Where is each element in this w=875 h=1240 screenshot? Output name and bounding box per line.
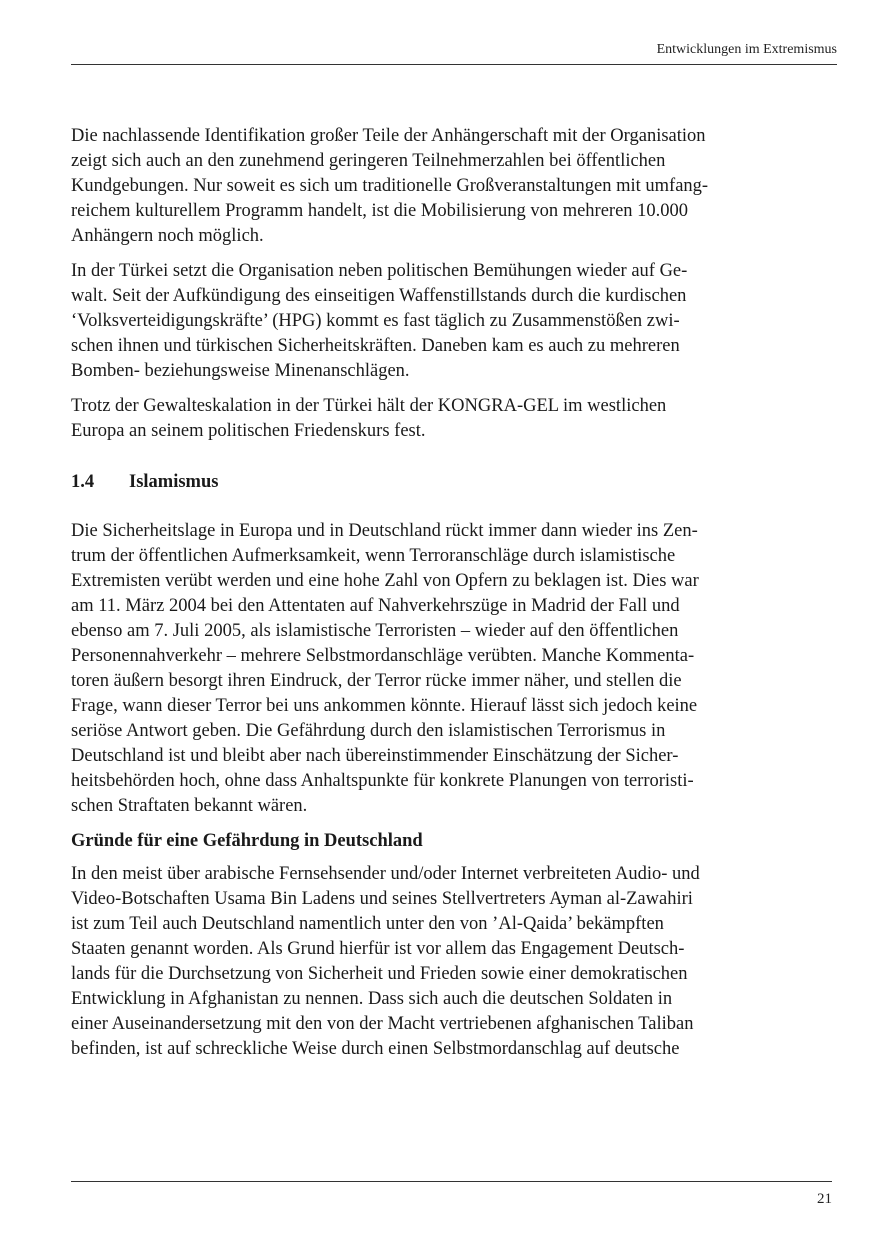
paragraph-intro-3: Trotz der Gewalteskalation in der Türkei hält der KONGRA-GEL im westlichen Europa an seinem politischen Friedenskurs fest. [71,396,667,441]
subsection-heading: Gründe für eine Gefährdung in Deutschland [71,831,423,851]
section-title: Islamismus [129,472,219,492]
section-heading [71,470,837,495]
paragraph-intro-1: Die nachlassende Identifikation großer Teile der Anhängerschaft mit der Organisation zeigt sich auch an den zunehmend geringeren Teilnehmerzahlen bei öffentlichen Kundgebungen. Nur soweit es sich um traditionelle Großveranstaltungen mit umfang- reichem kulturellem Programm handelt, ist die Mobilisierung von mehreren 10.000 Anhängern noch möglich. [71,126,709,246]
running-header-title: Entwicklungen im Extremismus [656,42,837,57]
page-footer [71,1181,832,1207]
page-content [71,124,837,1072]
section-paragraph: Die Sicherheitslage in Europa und in Deutschland rückt immer dann wieder ins Zen- trum der öffentlichen Aufmerksamkeit, wenn Terroranschläge durch islamistische Extremisten verübt werden und eine hohe Zahl von Opfern zu beklagen ist. Dies war am 11. März 2004 bei den Attentaten auf Nahverkehrszüge in Madrid der Fall und ebenso am 7. Juli 2005, als islamistische Terroristen – wieder auf den öffentlichen Personennahverkehr – mehrere Selbstmordanschläge verübten. Manche Kommenta- toren äußern besorgt ihren Eindruck, der Terror rücke immer näher, und stellen die Frage, wann dieser Terror bei uns ankommen könnte. Hierauf lässt sich jedoch keine seriöse Antwort geben. Die Gefährdung durch den islamistischen Terrorismus in Deutschland ist und bleibt aber nach übereinstimmender Einschätzung der Sicher- heitsbehörden hoch, ohne dass Anhaltspunkte für konkrete Planungen von terroristi- schen Straftaten bekannt wären. [71,521,699,816]
section-number: 1.4 [71,472,95,492]
paragraph-intro-2: In der Türkei setzt die Organisation neben politischen Bemühungen wieder auf Ge- walt. Seit der Aufkündigung des einseitigen Waffenstillstands durch die kurdischen ‘Volksverteidigungskräfte’ (HPG) kommt es fast täglich zu Zusammenstößen zwi- schen ihnen und türkischen Sicherheitskräften. Daneben kam es auch zu mehreren Bomben- beziehungsweise Minenanschlägen. [71,261,688,381]
page-header [71,40,837,65]
subsection-paragraph: In den meist über arabische Fernsehsender und/oder Internet verbreiteten Audio- und Video-Botschaften Usama Bin Ladens und seines Stellvertreters Ayman al-Zawahiri ist zum Teil auch Deutschland namentlich unter den von ’Al-Qaida’ bekämpften Staaten genannt worden. Als Grund hierfür ist vor allem das Engagement Deutsch- lands für die Durchsetzung von Sicherheit und Frieden sowie einer demokratischen Entwicklung in Afghanistan zu nennen. Dass sich auch die deutschen Soldaten in einer Auseinandersetzung mit den von der Macht vertriebenen afghanischen Taliban befinden, ist auf schreckliche Weise durch einen Selbstmordanschlag auf deutsche [71,864,700,1059]
page-number: 21 [817,1191,832,1207]
